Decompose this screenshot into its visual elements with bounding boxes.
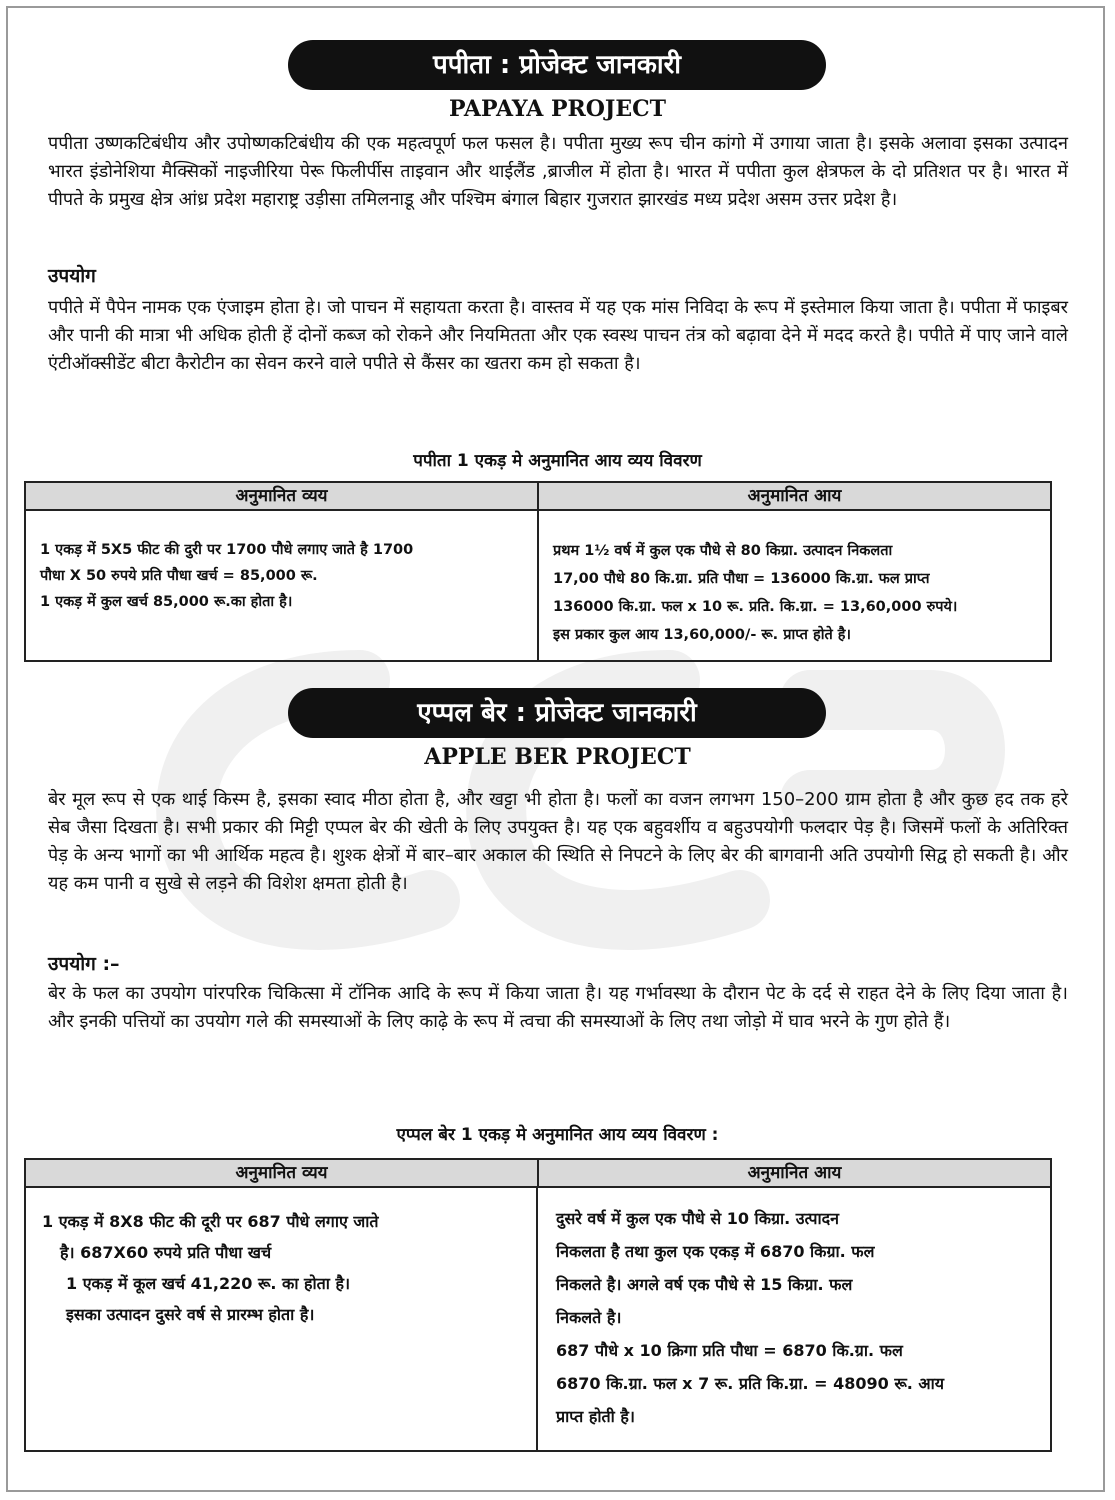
- table-body-row: [26, 1188, 1050, 1452]
- table-header-row: [26, 483, 1050, 511]
- income-line: निकलता है तथा कुल एक एकड़ में 6870 किग्रा. फल: [556, 1242, 875, 1261]
- income-line: इस प्रकार कुल आय 13,60,000/- रू. प्राप्त होते है।: [553, 627, 851, 643]
- ber-uses-paragraph: बेर के फल का उपयोग पांरपरिक चिकित्सा में टॉनिक आदि के रूप में किया जाता है। यह गर्भावस्था के दौरान पेट के दर्द से राहत देने के लिए दिया जाता है। और इनकी पत्तियों का उपयोग गले की समस्याओं के लिए काढ़े के रूप में त्वचा की समस्याओं के लिए तथा जोड़ो में घाव भरने के गुण होते हैं।: [48, 983, 1068, 1032]
- ber-income-expense-table: [24, 1158, 1052, 1452]
- table-body-row: [26, 511, 1050, 662]
- ber-table-title: एप्पल बेर 1 एकड़ मे अनुमानित आय व्यय विवरण :: [396, 1125, 719, 1145]
- expense-line: इसका उत्पादन दुसरे वर्ष से प्रारम्भ होता है।: [66, 1305, 315, 1324]
- income-line: निकलते है। अगले वर्ष एक पौधे से 15 किग्रा. फल: [556, 1275, 853, 1294]
- expense-line: 1 एकड़ में 8X8 फीट की दूरी पर 687 पौधे लगाए जाते: [42, 1212, 379, 1231]
- expense-line: पौधा X 50 रुपये प्रति पौधा खर्च = 85,000 रू.: [40, 568, 318, 584]
- ber-english-title: APPLE BER PROJECT: [424, 744, 691, 770]
- papaya-uses-paragraph: पपीते में पैपेन नामक एक एंजाइम होता हे। जो पाचन में सहायता करता है। वास्तव में यह एक मांस निविदा के रूप में इस्तेमाल किया जाता है। पपीता में फाइबर और पानी की मात्रा भी अधिक होती हें दोनों कब्ज को रोकने और नियमितता और एक स्वस्थ पाचन तंत्र को बढ़ावा देने में मदद करते है। पपीते में पाए जाने वाले एंटीऑक्सीडेंट बीटा कैरोटीन का सेवन करने वाले पपीते से कैंसर का खतरा कम हो सकता है।: [48, 297, 1068, 374]
- income-line: 6870 कि.ग्रा. फल x 7 रू. प्रति कि.ग्रा. = 48090 रू. आय: [556, 1374, 945, 1393]
- income-line: दुसरे वर्ष में कुल एक पौधे से 10 किग्रा. उत्पादन: [556, 1209, 840, 1228]
- income-column-header: अनुमानित आय: [747, 1163, 842, 1183]
- expense-line: है। 687X60 रुपये प्रति पौधा खर्च: [60, 1243, 272, 1262]
- papaya-english-title: PAPAYA PROJECT: [448, 96, 666, 122]
- expense-cell: [26, 511, 539, 662]
- income-line: प्रथम 1½ वर्ष में कुल एक पौधे से 80 किग्रा. उत्पादन निकलता: [553, 543, 893, 559]
- expense-cell: [26, 1188, 538, 1452]
- table-header-row: [26, 1160, 1050, 1188]
- ber-uses-heading: उपयोग :–: [48, 953, 120, 975]
- papaya-intro-paragraph: पपीता उष्णकटिबंधीय और उपोष्णकटिबंधीय की एक महत्वपूर्ण फल फसल है। पपीता मुख्य रूप चीन कांगो में उगाया जाता है। इसके अलावा इसका उत्पादन भारत इंडोनेशिया मैक्सिकों नाइजीरिया पेरू फिलीर्पीस ताइवान और थाईलैंड ,ब्राजील में होता है। भारत में पपीता कुल क्षेत्रफल के दो प्रतिशत पर है। भारत में पीपते के प्रमुख क्षेत्र आंध्र प्रदेश महाराष्ट्र उड़ीसा तमिलनाडू और पश्चिम बंगाल बिहार गुजरात झारखंड मध्य प्रदेश असम उत्तर प्रदेश है।: [48, 133, 1068, 210]
- ber-intro-paragraph: बेर मूल रूप से एक थाई किस्म है, इसका स्वाद मीठा होता है, और खट्टा भी होता है। फलों का वजन लगभग 150–200 ग्राम होता है और कुछ हद तक हरे सेब जैसा दिखता है। सभी प्रकार की मिट्टी एप्पल बेर की खेती के लिए उपयुक्त है। यह एक बहुवर्शीय व बहुउपयोगी फलदार पेड़ है। जिसमें फलों के अतिरिक्त पेड़ के अन्य भागों का भी आर्थिक महत्व है। शुश्क क्षेत्रों में बार–बार अकाल की स्थिति से निपटने के लिए बेर की बागवानी अति उपयोगी सिद्व हो सकती है। और यह कम पानी व सुखे से लड़ने की विशेश क्षमता होती है।: [48, 789, 1068, 894]
- expense-line: 1 एकड़ में 5X5 फीट की दुरी पर 1700 पौधे लगाए जाते है 1700: [40, 542, 414, 558]
- income-line: 136000 कि.ग्रा. फल x 10 रू. प्रति. कि.ग्रा. = 13,60,000 रुपये।: [553, 599, 958, 615]
- expense-column-header: अनुमानित व्यय: [26, 483, 539, 509]
- papaya-table-title: पपीता 1 एकड़ मे अनुमानित आय व्यय विवरण: [413, 451, 702, 471]
- expense-line: 1 एकड़ में कूल खर्च 41,220 रू. का होता है।: [66, 1274, 351, 1293]
- papaya-title-banner: पपीता : प्रोजेक्ट जानकारी: [288, 40, 826, 90]
- income-line: निकलते है।: [556, 1308, 622, 1327]
- income-line: 17,00 पौधे 80 कि.ग्रा. प्रति पौधा = 136000 कि.ग्रा. फल प्राप्त: [553, 571, 930, 587]
- expense-line: 1 एकड़ में कुल खर्च 85,000 रू.का होता है।: [40, 594, 293, 610]
- papaya-uses-heading: उपयोग: [48, 265, 96, 287]
- income-line: प्राप्त होती है।: [556, 1407, 635, 1426]
- ber-title-banner: एप्पल बेर : प्रोजेक्ट जानकारी: [288, 688, 826, 738]
- income-column-header: अनुमानित आय: [747, 486, 842, 506]
- papaya-income-expense-table: [24, 481, 1052, 662]
- income-line: 687 पौधे x 10 क्रिगा प्रति पौधा = 6870 कि.ग्रा. फल: [556, 1341, 903, 1360]
- income-cell: [539, 511, 1050, 662]
- income-cell: [538, 1188, 1050, 1452]
- expense-column-header: अनुमानित व्यय: [26, 1160, 539, 1186]
